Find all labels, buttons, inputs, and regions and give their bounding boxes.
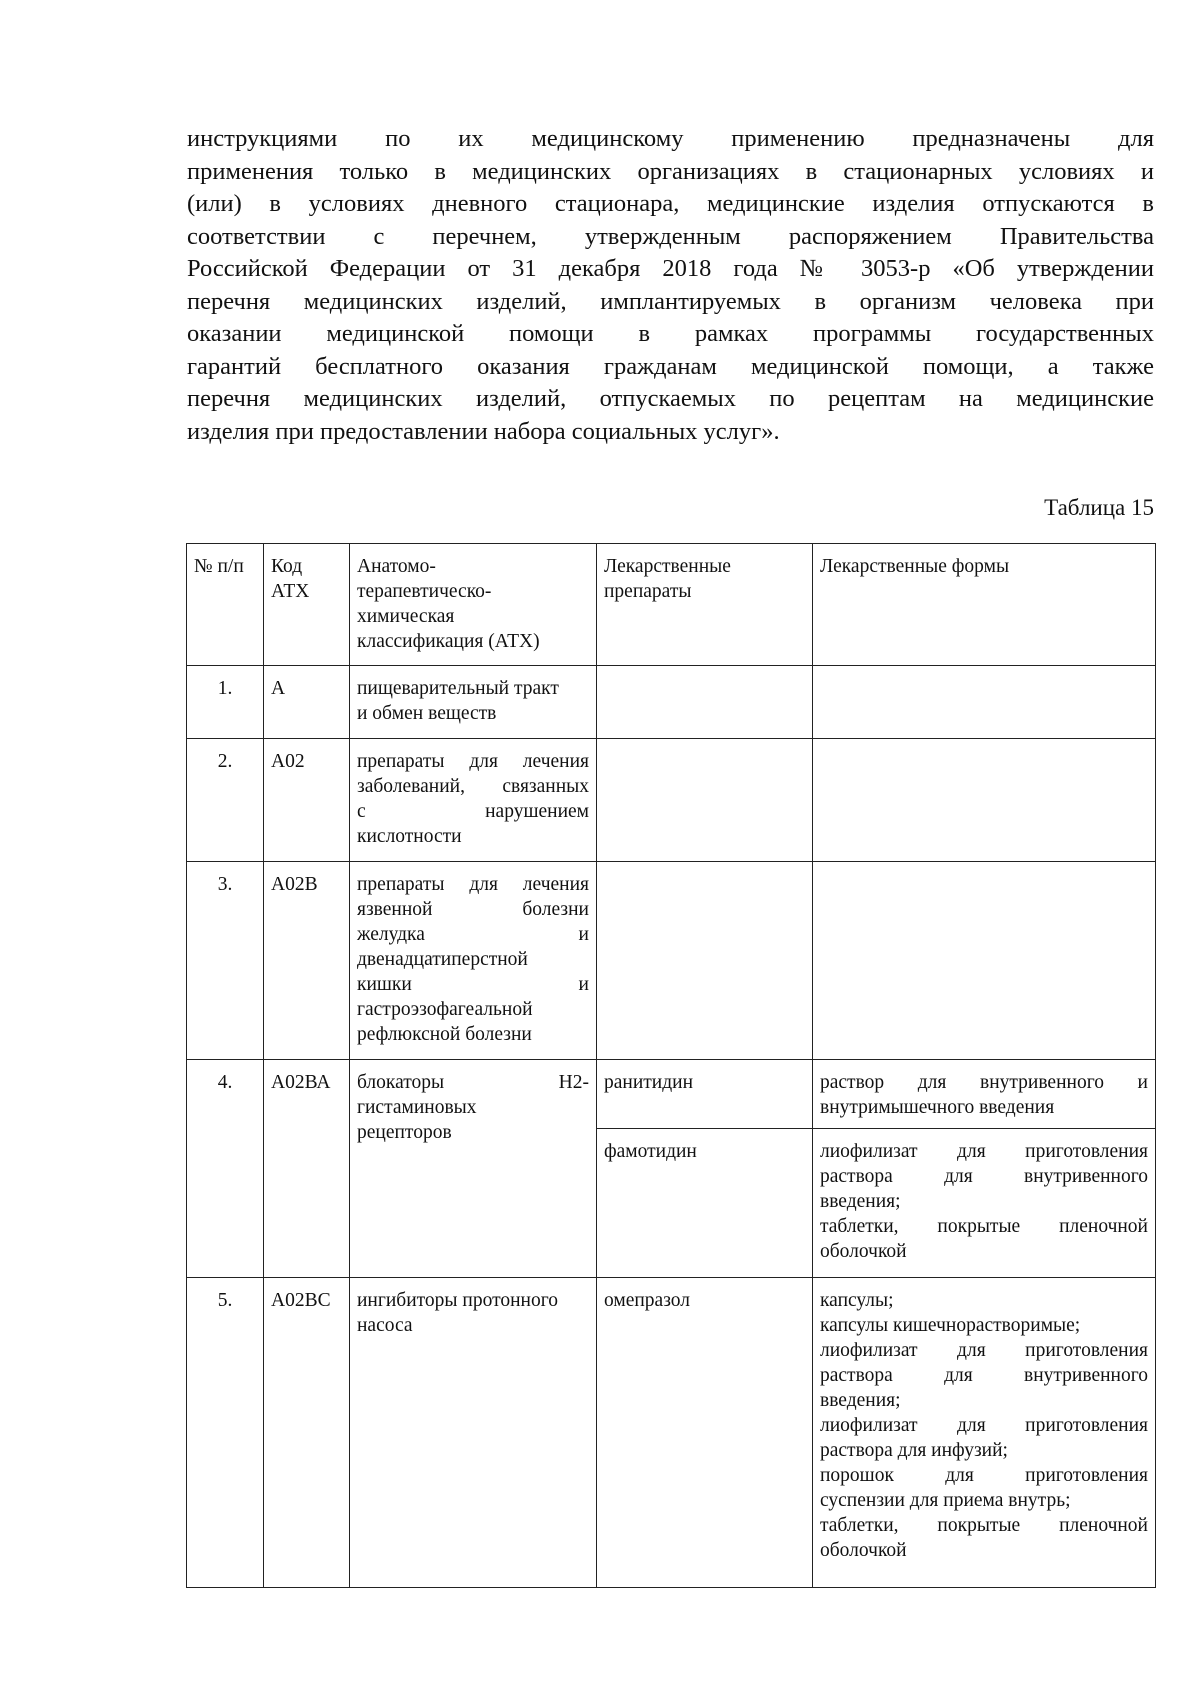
row-num: 1. (187, 666, 264, 739)
row-code: А02ВА (264, 1060, 350, 1278)
row-code: А (264, 666, 350, 739)
header-num: № п/п (187, 544, 264, 666)
paragraph-line: гарантий бесплатного оказания гражданам медицинской помощи, а также (187, 352, 1154, 380)
row-forms: капсулы; капсулы кишечнорастворимые; лиофилизат для приготовления раствора для внутривенного введения; лиофилизат для приготовления раствора для инфузий; порошок для приготовления суспензии для приема внутрь; таблетки, покрытые пленочной оболочкой (813, 1278, 1156, 1588)
atx-table (186, 543, 1156, 1588)
row-drug (597, 666, 813, 739)
intro-paragraph (187, 123, 1154, 448)
row-forms (813, 862, 1156, 1060)
table-row (187, 862, 1156, 1060)
table-header-row (187, 544, 1156, 666)
paragraph-line: перечня медицинских изделий, отпускаемых по рецептам на медицинские (187, 385, 1154, 412)
header-code: Код АТХ (264, 544, 350, 666)
row-drug: фамотидин (597, 1129, 813, 1278)
row-drug (597, 739, 813, 862)
row-classification: блокаторы Н2- гистаминовых рецепторов (350, 1060, 597, 1278)
paragraph-line: Российской Федерации от 31 декабря 2018 года № 3053-р «Об утверждении (187, 255, 1154, 282)
row-drug (597, 862, 813, 1060)
row-drug: омепразол (597, 1278, 813, 1588)
row-classification: препараты для лечения язвенной болезни желудка и двенадцатиперстной кишки и гастроэзофагеальной рефлюксной болезни (350, 862, 597, 1060)
paragraph-line: применения только в медицинских организациях в стационарных условиях и (187, 157, 1154, 185)
row-forms (813, 666, 1156, 739)
row-classification: пищеварительный тракт и обмен веществ (350, 666, 597, 739)
row-forms: лиофилизат для приготовления раствора для внутривенного введения; таблетки, покрытые пленочной оболочкой (813, 1129, 1156, 1278)
header-drugs: Лекарственные препараты (597, 544, 813, 666)
paragraph-line: оказании медицинской помощи в рамках программы государственных (187, 320, 1154, 347)
table-row (187, 1060, 1156, 1129)
header-classification: Анатомо- терапевтическо- химическая классификация (АТХ) (350, 544, 597, 666)
row-classification: ингибиторы протонного насоса (350, 1278, 597, 1588)
paragraph-line: соответствии с перечнем, утвержденным распоряжением Правительства (187, 222, 1154, 250)
paragraph-line: изделия при предоставлении набора социальных услуг». (187, 417, 780, 445)
row-classification: препараты для лечения заболеваний, связанных с нарушением кислотности (350, 739, 597, 862)
paragraph-line: инструкциями по их медицинскому применению предназначены для (187, 125, 1154, 152)
row-code: А02ВС (264, 1278, 350, 1588)
row-num: 5. (187, 1278, 264, 1588)
row-drug: ранитидин (597, 1060, 813, 1129)
row-code: А02 (264, 739, 350, 862)
table-row (187, 739, 1156, 862)
table-row (187, 1278, 1156, 1588)
row-num: 2. (187, 739, 264, 862)
header-forms: Лекарственные формы (813, 544, 1156, 666)
table-row (187, 666, 1156, 739)
table-caption: Таблица 15 (1044, 495, 1154, 520)
row-num: 3. (187, 862, 264, 1060)
row-code: А02В (264, 862, 350, 1060)
paragraph-line: перечня медицинских изделий, имплантируемых в организм человека при (187, 287, 1154, 315)
paragraph-line: (или) в условиях дневного стационара, медицинские изделия отпускаются в (187, 190, 1154, 217)
row-forms: раствор для внутривенного и внутримышечного введения (813, 1060, 1156, 1129)
row-forms (813, 739, 1156, 862)
row-num: 4. (187, 1060, 264, 1278)
